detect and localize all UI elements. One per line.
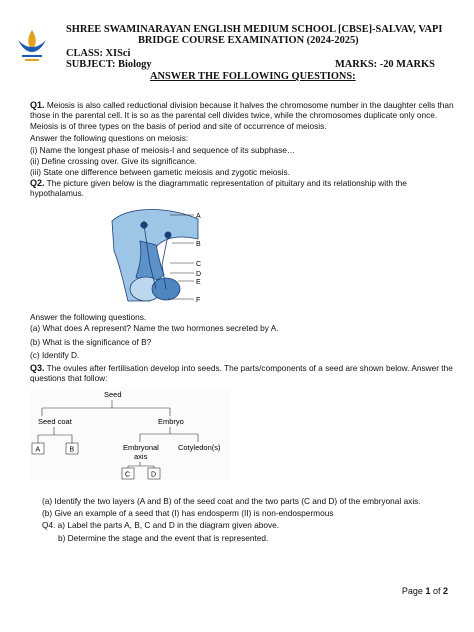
q1-text: Meiosis is also called reductional division because it halves the chromosome number in the daughter cells than those in the parental cell. It is so as the parental cell divides twice, while the chromosomes duplicate only once. Meiosis is of three types on the basis of period and site of occurrence of meiosis. (30, 100, 454, 131)
q1-part-iii: (iii) State one difference between gametic meiosis and zygotic meiosis. (30, 167, 290, 177)
instruction-heading: ANSWER THE FOLLOWING QUESTIONS: (150, 71, 356, 82)
seed-box-d: D (151, 471, 157, 479)
q1-intro: Answer the following questions on meiosis: (30, 133, 189, 143)
q3-text: The ovules after fertilisation develop into seeds. The parts/components of a seed are shown below. Answer the questions that follow: (30, 363, 453, 384)
seed-node: Seed (104, 390, 122, 399)
of-word: of (430, 586, 443, 596)
pituitary-label-d: D (196, 271, 202, 278)
pituitary-label-b: B (196, 241, 201, 248)
page-word: Page (401, 586, 426, 596)
school-name: SHREE SWAMINARAYAN ENGLISH MEDIUM SCHOOL [CBSE]-SALVAV, VAPI (66, 24, 443, 35)
embryonal-axis-node-line1: Embryonal (123, 443, 159, 452)
exam-title: BRIDGE COURSE EXAMINATION (2024-2025) (138, 35, 359, 46)
page-number (402, 586, 448, 596)
q3-part-a: (a) Identify the two layers (A and B) of the seed coat and the two parts (C and D) of the embryonal axis. (42, 496, 421, 506)
cotyledons-node: Cotyledon(s) (178, 443, 221, 452)
subject-label: SUBJECT: Biology (66, 59, 152, 70)
q3-paragraph (30, 363, 460, 384)
pituitary-label-c: C (196, 261, 202, 268)
class-label: CLASS: XISci (66, 48, 131, 59)
q2-paragraph (30, 178, 460, 199)
pituitary-label-a: A (196, 213, 201, 220)
q3-label: Q3. (30, 363, 45, 373)
q4-part-b: b) Determine the stage and the event that is represented. (58, 533, 269, 543)
seed-coat-node: Seed coat (38, 417, 72, 426)
q1-part-i: (i) Name the longest phase of meiosis-I and sequence of its subphase… (30, 145, 296, 155)
marks-label: MARKS: -20 MARKS (335, 59, 435, 70)
seed-box-c: C (125, 471, 131, 479)
page-total: 2 (442, 586, 448, 596)
q3-part-b: (b) Give an example of a seed that (I) has endosperm (II) is non-endospermous (42, 508, 334, 518)
seed-diagram (30, 388, 230, 480)
q1-paragraph (30, 100, 460, 131)
embryonal-axis-node-line2: axis (134, 452, 148, 461)
q2-part-a: (a) What does A represent? Name the two hormones secreted by A. (30, 323, 279, 333)
pituitary-label-f: F (196, 297, 201, 304)
page-current: 1 (425, 586, 431, 596)
q2-part-b: (b) What is the significance of B? (30, 337, 152, 347)
pituitary-diagram (110, 205, 210, 310)
q2-text: The picture given below is the diagrammatic representation of pituitary and its relationship with the hypothalamus. (30, 178, 407, 199)
q1-part-ii: (ii) Define crossing over. Give its significance. (30, 156, 197, 166)
school-logo (12, 24, 52, 64)
q2-intro: Answer the following questions. (30, 312, 147, 322)
q2-part-c: (c) Identify D. (30, 350, 80, 360)
q1-label: Q1. (30, 100, 45, 110)
embryo-node: Embryo (158, 417, 184, 426)
q4-part-a: Q4. a) Label the parts A, B, C and D in the diagram given above. (42, 520, 280, 530)
seed-box-a: A (35, 446, 41, 454)
q2-label: Q2. (30, 178, 45, 188)
seed-box-b: B (69, 446, 75, 454)
pituitary-label-e: E (196, 279, 201, 286)
